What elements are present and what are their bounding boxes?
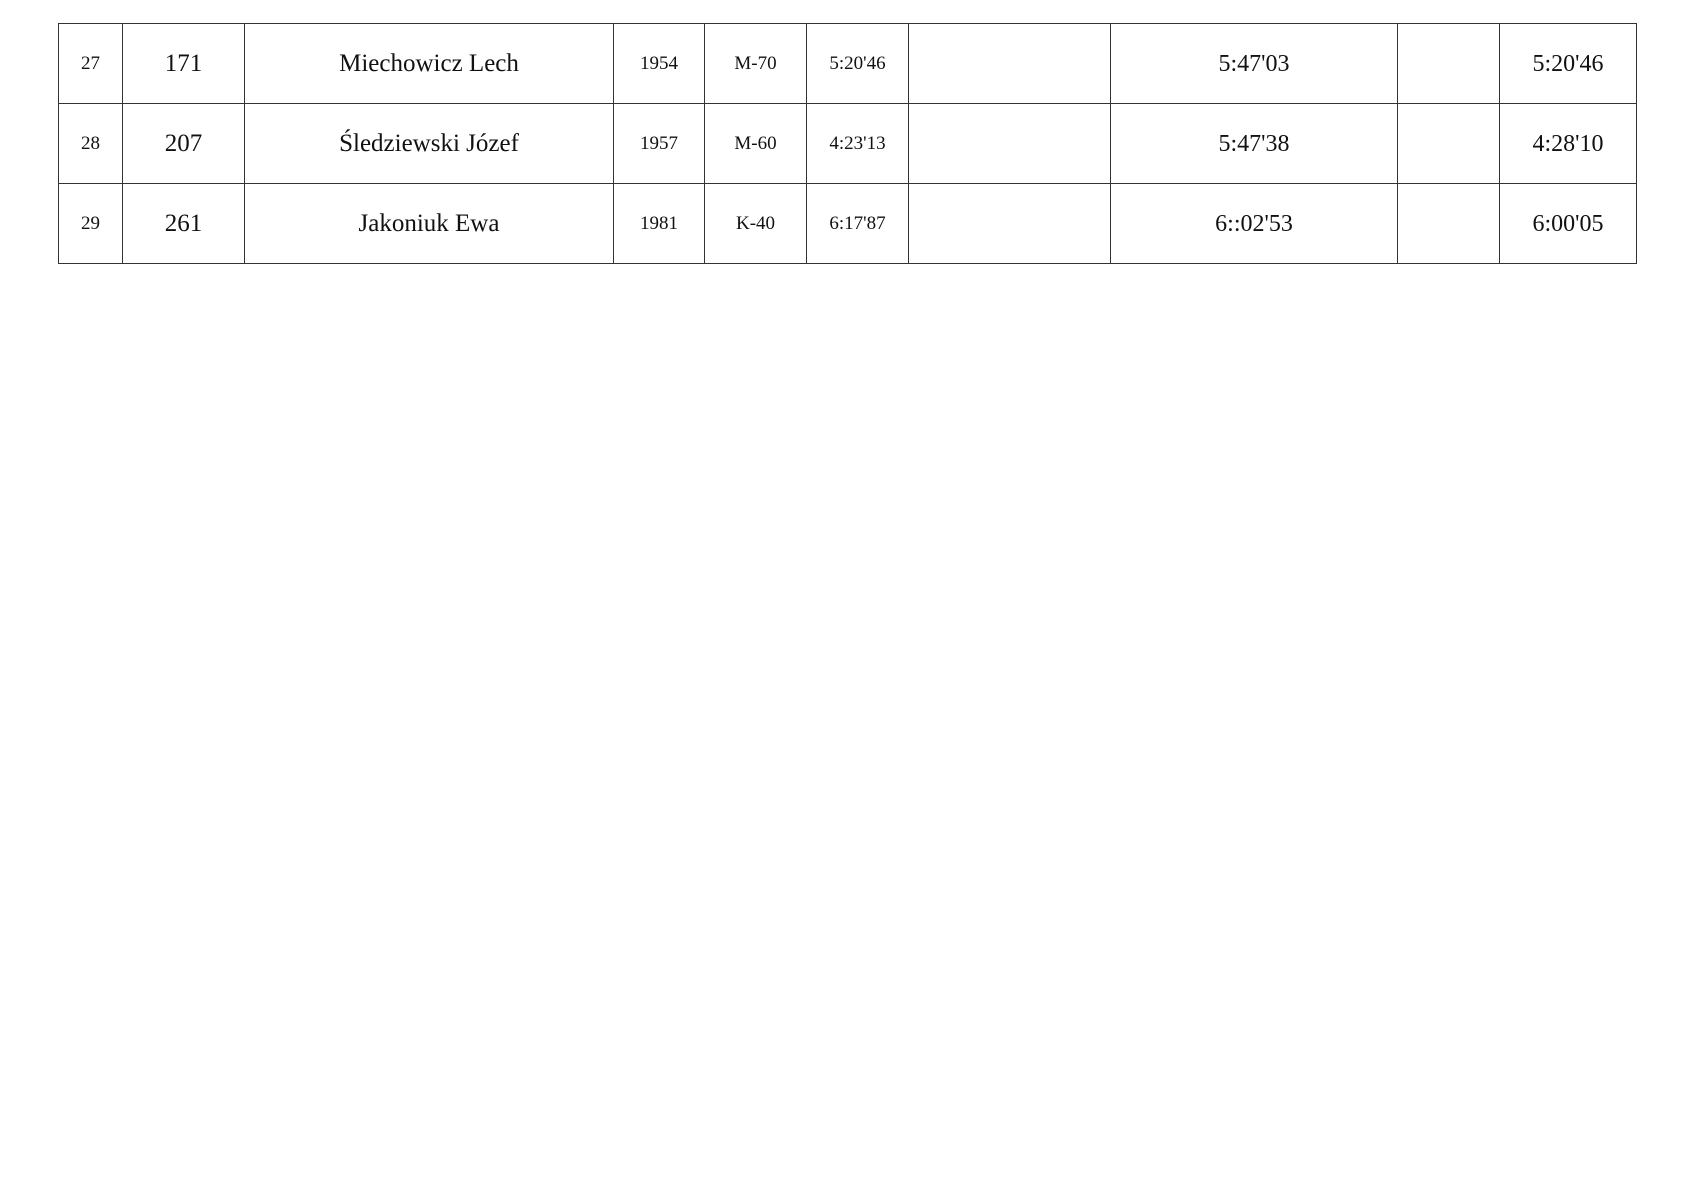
competitor-name-cell: Miechowicz Lech — [245, 24, 614, 104]
table-row — [59, 104, 1637, 184]
place-cell: 27 — [59, 24, 123, 104]
birth-year-cell: 1981 — [614, 184, 705, 264]
best-time-cell: 6:00'05 — [1500, 184, 1637, 264]
time-2-cell — [909, 104, 1111, 184]
time-1-cell: 4:23'13 — [807, 104, 909, 184]
best-time-cell: 5:20'46 — [1500, 24, 1637, 104]
time-4-cell — [1398, 184, 1500, 264]
best-time-cell: 4:28'10 — [1500, 104, 1637, 184]
table-row — [59, 24, 1637, 104]
category-cell: M-70 — [705, 24, 807, 104]
category-cell: M-60 — [705, 104, 807, 184]
competitor-name-cell: Śledziewski Józef — [245, 104, 614, 184]
birth-year-cell: 1957 — [614, 104, 705, 184]
time-1-cell: 5:20'46 — [807, 24, 909, 104]
bib-number-cell: 261 — [123, 184, 245, 264]
category-cell: K-40 — [705, 184, 807, 264]
time-2-cell — [909, 24, 1111, 104]
place-cell: 29 — [59, 184, 123, 264]
competitor-name-cell: Jakoniuk Ewa — [245, 184, 614, 264]
time-4-cell — [1398, 104, 1500, 184]
birth-year-cell: 1954 — [614, 24, 705, 104]
place-cell: 28 — [59, 104, 123, 184]
time-1-cell: 6:17'87 — [807, 184, 909, 264]
bib-number-cell: 171 — [123, 24, 245, 104]
time-3-cell: 5:47'03 — [1111, 24, 1398, 104]
table-row — [59, 184, 1637, 264]
time-4-cell — [1398, 24, 1500, 104]
results-table — [58, 23, 1637, 264]
bib-number-cell: 207 — [123, 104, 245, 184]
time-3-cell: 6::02'53 — [1111, 184, 1398, 264]
time-2-cell — [909, 184, 1111, 264]
time-3-cell: 5:47'38 — [1111, 104, 1398, 184]
